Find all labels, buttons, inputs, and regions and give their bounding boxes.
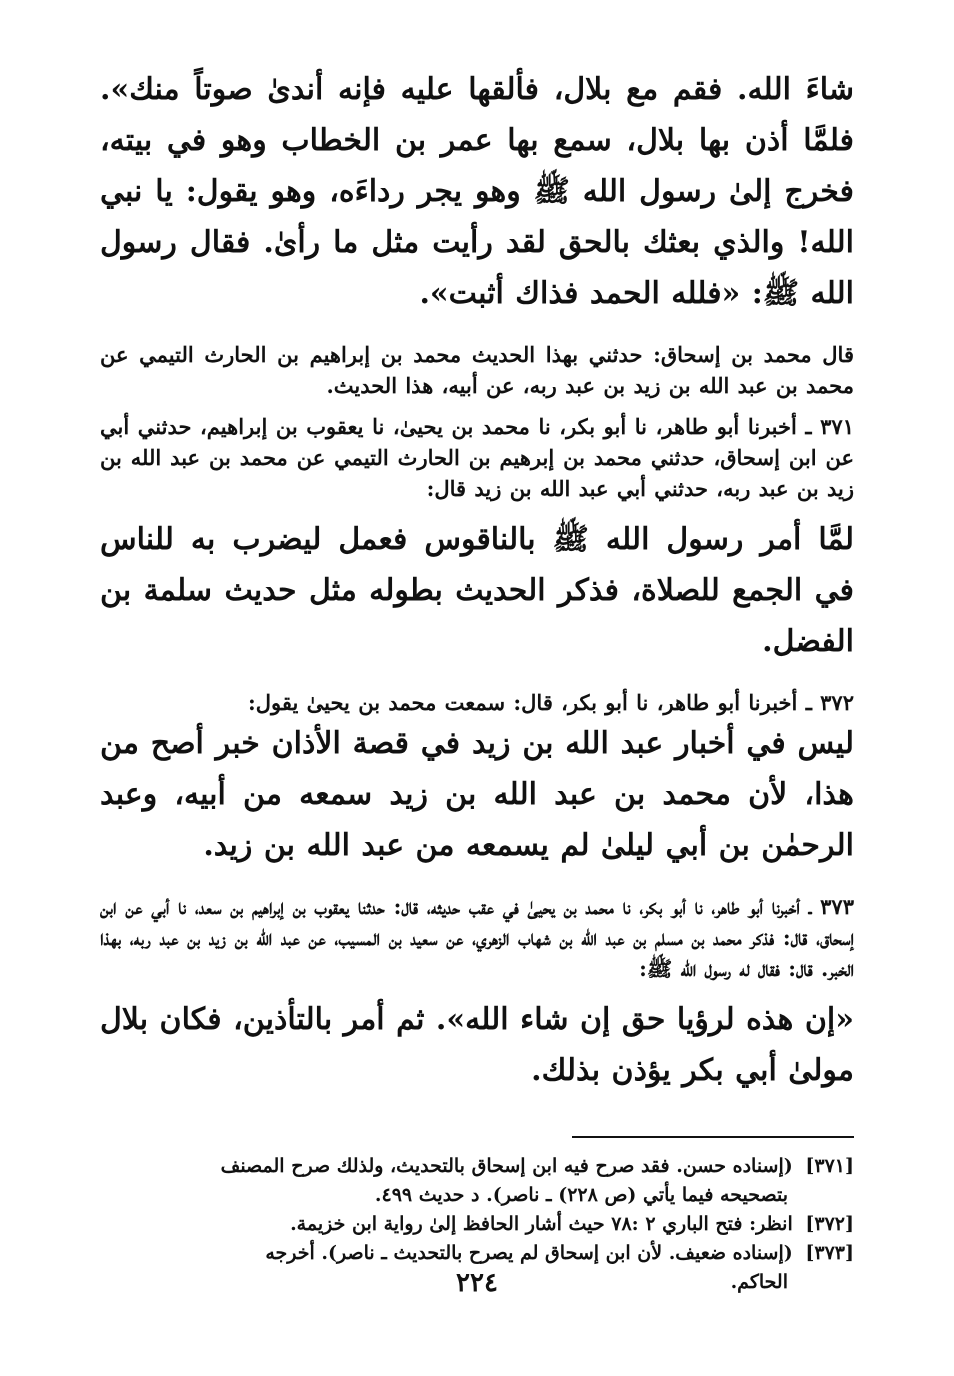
hadith-373-chain: ٣٧٣ ـ أخبرنا أبو طاهر، نا أبو بكر، نا محمد بن يحيىٰ في عقب حديثه، قال: حدثنا يعقوب بن إبراهيم بن سعد، نا أبي عن ابن إسحاق، قال: فذكر محمد بن مسلم بن عبد الله بن شهاب الزهري، عن سعيد بن المسيب، عن عبد الله بن زيد بن عبد ربه، بهذا الخبر. قال: فقال له رسول الله ﷺ:	[100, 894, 854, 981]
footnote-371	[100, 1152, 854, 1181]
footnote-371-line1: (إسناده حسن. فقد صرح فيه ابن إسحاق بالتحديث، ولذلك صرح المصنف	[220, 1155, 793, 1177]
hadith-373-text: «إن هذه لرؤيا حق إن شاء الله». ثم أمر بالتأذين، فكان بلال مولىٰ أبي بكر يؤذن بذلك.	[100, 1002, 854, 1088]
hadith-371-chain: ٣٧١ ـ أخبرنا أبو طاهر، نا أبو بكر، نا محمد بن يحيىٰ، نا يعقوب بن إبراهيم، حدثني أبي عن ابن إسحاق، حدثني محمد بن إبرهيم بن الحارث التيمي عن محمد بن عبد الله بن زيد بن عبد ربه، حدثني أبي عبد الله بن زيد قال:	[100, 414, 854, 501]
hadith-371-text: لمَّا أمر رسول الله ﷺ بالناقوس فعمل ليضرب به للناس في الجمع للصلاة، فذكر الحديث بطوله مثل حديث سلمة بن الفضل.	[100, 522, 854, 659]
hadith-372-text: ليس في أخبار عبد الله بن زيد في قصة الأذان خبر أصح من هذا، لأن محمد بن عبد الله بن زيد سمعه من أبيه، وعبد الرحمٰن بن أبي ليلىٰ لم يسمعه من عبد الله بن زيد.	[100, 726, 854, 863]
footnote-372-text: انظر: فتح الباري ٢ :٧٨ حيث أشار الحافظ إلىٰ رواية ابن خزيمة.	[290, 1213, 793, 1235]
footnote-371-line2: بتصحيحه فيما يأتي (ص ٢٢٨) ـ ناصر). د حديث ٤٩٩.	[374, 1184, 788, 1206]
footnote-371-ref: [٣٧١]	[805, 1155, 854, 1177]
footnote-373-line1: (إسناده ضعيف. لأن ابن إسحاق لم يصرح بالتحديث ـ ناصر). أخرجه	[265, 1242, 793, 1264]
paragraph-1: شاءَ الله. فقم مع بلال، فألقها عليه فإنه أندىٰ صوتاً منك». فلمَّا أذن بها بلال، سمع بها عمر بن الخطاب وهو في بيته، فخرج إلىٰ رسول الله ﷺ وهو يجر رداءَه، وهو يقول: يا نبي الله! والذي بعثك بالحق لقد رأيت مثل ما رأىٰ. فقال رسول الله ﷺ: «فلله الحمد فذاك أثبت».	[100, 72, 854, 311]
footnote-373-ref: [٣٧٣]	[805, 1242, 854, 1264]
footnote-371-cont	[100, 1181, 854, 1210]
hadith-372-chain: ٣٧٢ ـ أخبرنا أبو طاهر، نا أبو بكر، قال: سمعت محمد بن يحيىٰ يقول:	[248, 690, 854, 715]
footnote-373	[100, 1239, 854, 1268]
footnote-divider	[572, 1136, 854, 1138]
footnote-372-ref: [٣٧٢]	[805, 1213, 854, 1235]
footnote-373-line2: الحاكم.	[730, 1271, 788, 1293]
page-number: ٢٢٤	[456, 1268, 498, 1298]
footnote-372	[100, 1210, 854, 1239]
paragraph-2: قال محمد بن إسحاق: حدثني بهذا الحديث محمد بن إبراهيم بن الحارث التيمي عن محمد بن عبد الله بن زيد بن عبد ربه، عن أبيه، هذا الحديث.	[100, 342, 854, 398]
